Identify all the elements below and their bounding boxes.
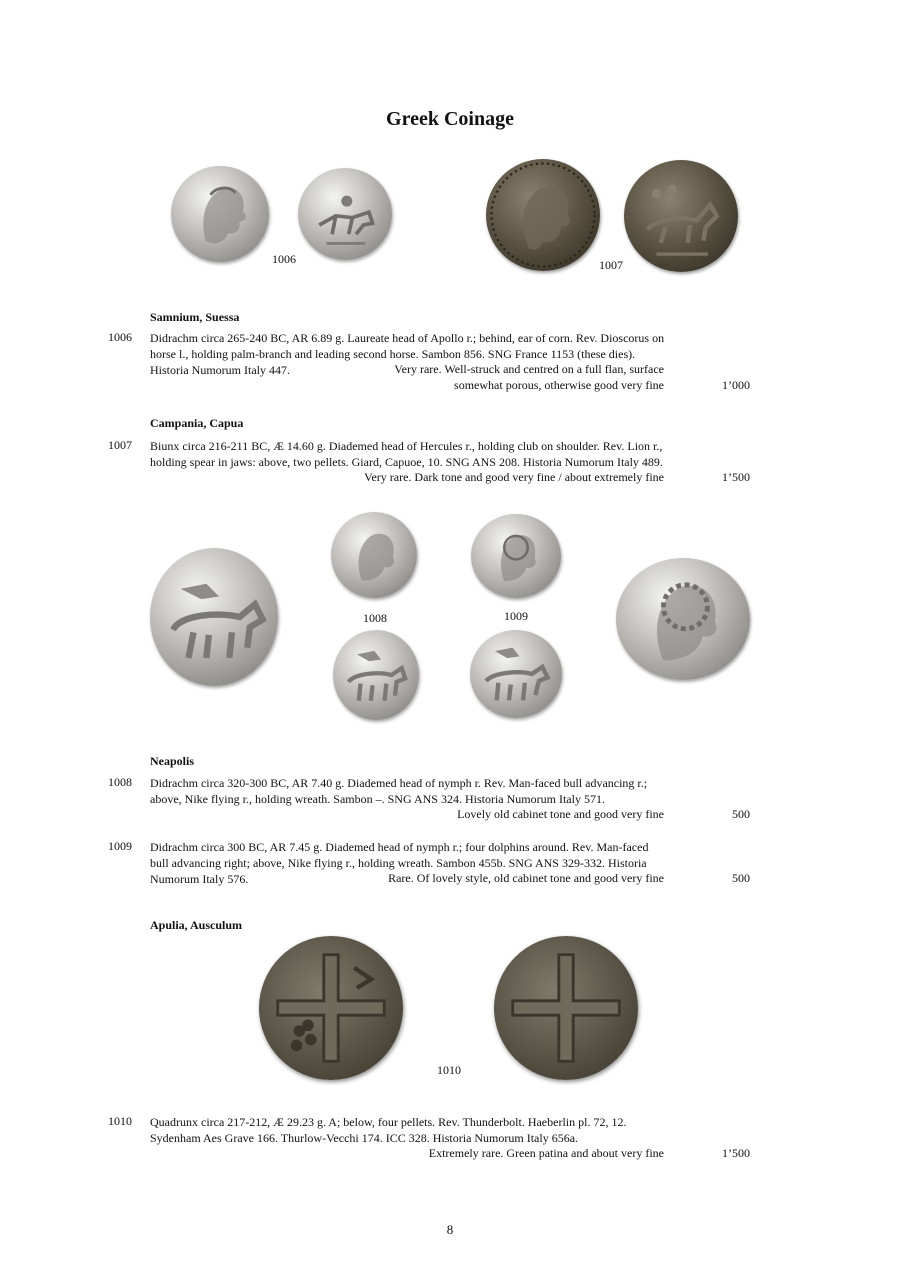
coin-1008-reverse-image [333, 630, 419, 720]
page-title: Greek Coinage [386, 108, 514, 130]
lot-number: 1006 [108, 330, 132, 344]
lot-condition: somewhat porous, otherwise good very fine [454, 378, 664, 392]
coin-1006-obverse-image [171, 166, 269, 262]
figure-label-1007: 1007 [599, 258, 623, 272]
lot-number: 1008 [108, 775, 132, 789]
figure-label-1008: 1008 [363, 611, 387, 625]
lot-condition: Rare. Of lovely style, old cabinet tone and good very fine [388, 871, 664, 885]
lot-condition: Very rare. Dark tone and good very fine / about extremely fine [364, 470, 664, 484]
figure-label-1009: 1009 [504, 609, 528, 623]
lot-estimate: 1’000 [722, 378, 750, 392]
lot-condition: Very rare. Well-struck and centred on a full flan, surface [394, 362, 664, 376]
coin-1007-obverse-image [486, 159, 600, 271]
lot-description: Quadrunx circa 217-212, Æ 29.23 g. A; below, four pellets. Rev. Thunderbolt. Haeberlin pl. 72, 12. Sydenham Aes Grave 166. Thurlow-Vecchi 174. ICC 328. Historia Numorum Italy 656a. [150, 1115, 627, 1145]
coin-1008-obverse-image [331, 512, 417, 598]
coin-large-reverse-image [150, 548, 278, 686]
coin-1007-reverse-image [624, 160, 738, 272]
lot-description: Didrachm circa 265-240 BC, AR 6.89 g. Laureate head of Apollo r.; behind, ear of corn. Rev. Dioscorus on horse l., holding palm-branch and leading second horse. Sambon 856. SNG France 1153 (these dies). Historia Numorum Italy 447. [150, 331, 665, 377]
lot-estimate: 500 [732, 807, 750, 821]
coin-1010-obverse-image [259, 936, 403, 1080]
lot-description: Didrachm circa 320-300 BC, AR 7.40 g. Diademed head of nymph r. Rev. Man-faced bull advancing r.; above, Nike flying r., holding wreath. Sambon –. SNG ANS 324. Historia Numorum Italy 571. [150, 776, 648, 806]
lot-number: 1010 [108, 1114, 132, 1128]
figure-label-1010: 1010 [437, 1063, 461, 1077]
lot-description: Biunx circa 216-211 BC, Æ 14.60 g. Diademed head of Hercules r., holding club on shoulder. Rev. Lion r., holding spear in jaws: above, two pellets. Giard, Capuoe, 10. SNG ANS 208. Historia Numorum Italy 489. [150, 439, 663, 469]
lot-number: 1007 [108, 438, 132, 452]
coin-large-obverse-image [616, 558, 750, 680]
page-number: 8 [446, 1222, 454, 1237]
lot-number: 1009 [108, 839, 132, 853]
coin-1010-reverse-image [494, 936, 638, 1080]
lot-estimate: 500 [732, 871, 750, 885]
figure-label-1006: 1006 [272, 252, 296, 266]
coin-1009-obverse-image [471, 514, 561, 598]
region-heading: Campania, Capua [150, 416, 244, 430]
coin-1009-reverse-image [470, 630, 562, 718]
region-heading: Samnium, Suessa [150, 310, 240, 324]
region-heading: Neapolis [150, 754, 195, 768]
region-heading: Apulia, Ausculum [150, 918, 243, 932]
lot-description: Didrachm circa 300 BC, AR 7.45 g. Diademed head of nymph r.; four dolphins around. Rev. Man-faced bull advancing right; above, Nike flying r., holding wreath. Sambon 455b. SNG ANS 329-332. Historia Numorum Italy 576. [150, 840, 649, 886]
coin-1006-reverse-image [298, 168, 392, 260]
lot-estimate: 1’500 [722, 470, 750, 484]
lot-condition: Lovely old cabinet tone and good very fine [457, 807, 664, 821]
lot-condition: Extremely rare. Green patina and about very fine [428, 1146, 664, 1160]
lot-estimate: 1’500 [722, 1146, 750, 1160]
